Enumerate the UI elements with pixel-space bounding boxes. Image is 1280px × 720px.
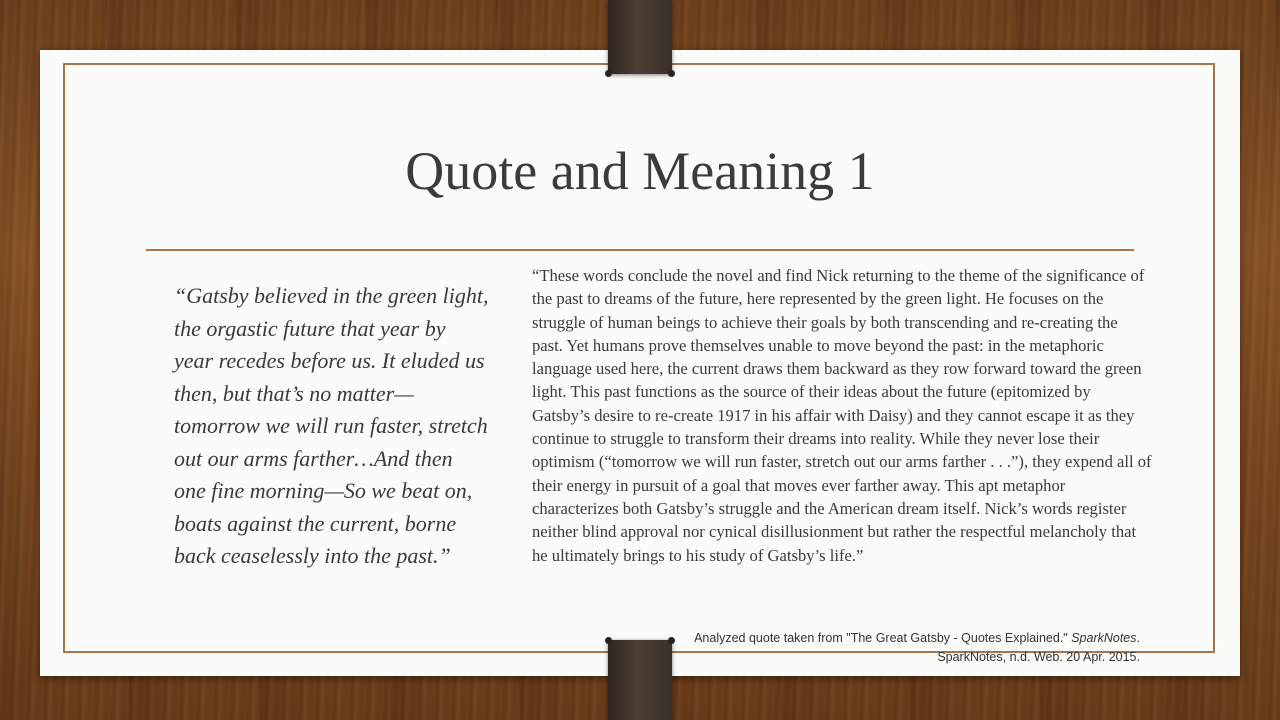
bottom-strap — [608, 640, 672, 720]
top-strap — [608, 0, 672, 74]
citation-prefix: Analyzed quote taken from "The Great Gatsby - Quotes Explained." — [694, 631, 1072, 645]
title-divider — [146, 249, 1134, 251]
strap-rivet-right — [668, 637, 675, 644]
citation — [690, 629, 1140, 667]
strap-rivet-left — [605, 637, 612, 644]
slide-title: Quote and Meaning 1 — [405, 141, 875, 201]
citation-source: SparkNotes — [1071, 631, 1137, 645]
gatsby-quote: “Gatsby believed in the green light, the orgastic future that year by year recedes before us. It eluded us then, but that’s no matter—tomorrow we will run faster, stretch out our arms farther…And then one fine morning—So we beat on, boats against the current, borne back ceaselessly into the past.” — [174, 283, 489, 568]
quote-analysis: “These words conclude the novel and find Nick returning to the theme of the significance of the past to dreams of the future, here represented by the green light. He focuses on the struggle of human beings to achieve their goals by both transcending and re-creating the past. Yet humans prove themselves unable to move beyond the past: in the metaphoric language used here, the current draws them backward as they row forward toward the green light. This past functions as the source of their ideas about the future (epitomized by Gatsby’s desire to re-create 1917 in his affair with Daisy) and they cannot escape it as they continue to struggle to transform their dreams into reality. While they never lose their optimism (“tomorrow we will run faster, stretch out our arms farther . . .”), they expend all of their energy in pursuit of a goal that moves ever farther away. This apt metaphor characterizes both Gatsby’s struggle and the American dream itself. Nick’s words register neither blind approval nor cynical disillusionment but rather the respectful melancholy that he ultimately brings to his study of Gatsby’s life.” — [532, 266, 1152, 565]
strap-rivet-left — [605, 70, 612, 77]
strap-rivet-right — [668, 70, 675, 77]
citation-suffix: . SparkNotes, n.d. Web. 20 Apr. 2015. — [937, 631, 1140, 664]
